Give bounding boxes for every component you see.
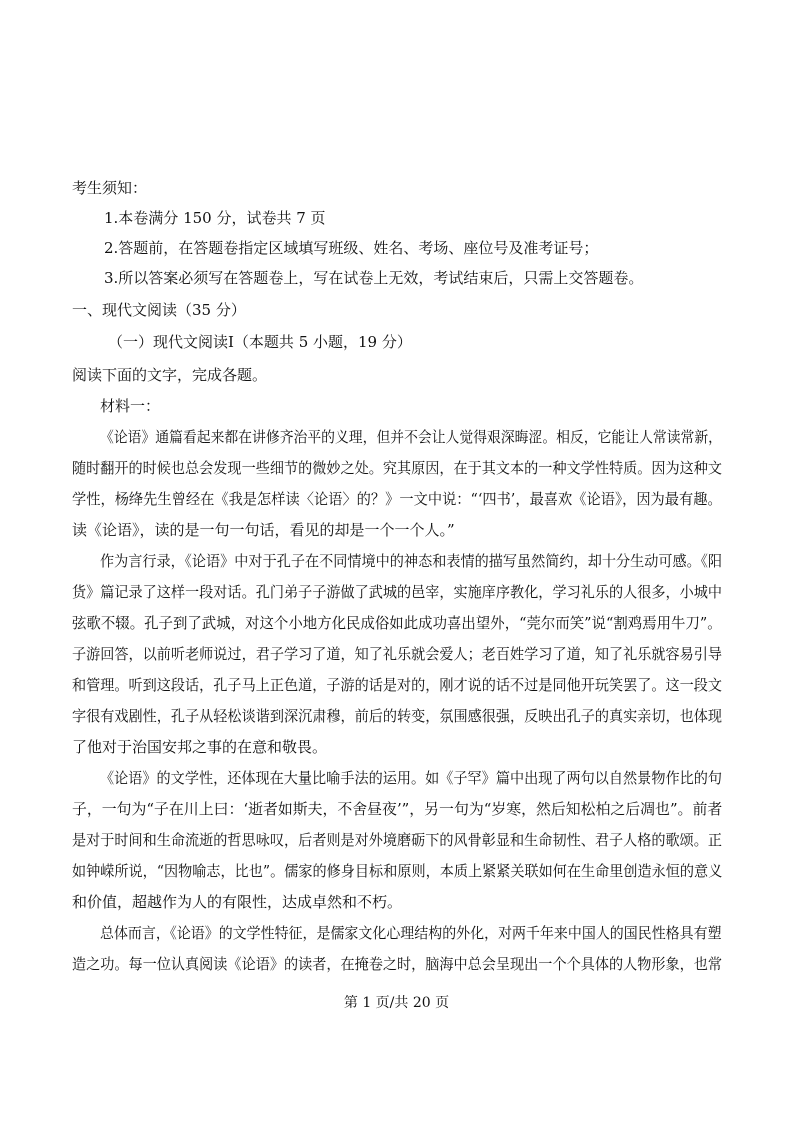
body-line: 和管理。听到这段话，孔子马上正色道，子游的话是对的，刚才说的话不过是同他开玩笑罢了。这一段文 <box>72 676 723 694</box>
body-line: 《论语》通篇看起来都在讲修齐治平的义理，但并不会让人觉得艰深晦涩。相反，它能让人常读常新， <box>100 428 723 446</box>
body-line: 读《论语》，读的是一句一句话，看见的却是一个一个人。” <box>72 521 455 539</box>
body-line: 如钟嵘所说，“因物喻志，比也”。儒家的修身目标和原则，本质上紧紧关联如何在生命里创造永恒的意义 <box>72 862 723 880</box>
body-line: 《论语》的文学性，还体现在大量比喻手法的运用。如《子罕》篇中出现了两句以自然景物作比的句 <box>100 769 723 787</box>
body-line: 货》篇记录了这样一段对话。孔门弟子子游做了武城的邑宰，实施庠序教化，学习礼乐的人很多，小城中 <box>72 583 723 601</box>
notice-item-3: 3.所以答案必须写在答题卷上，写在试卷上无效，考试结束后，只需上交答题卷。 <box>104 269 644 287</box>
notice-heading: 考生须知： <box>72 179 148 197</box>
instruction-text: 阅读下面的文字，完成各题。 <box>72 366 268 384</box>
notice-item-2: 2.答题前，在答题卷指定区域填写班级、姓名、考场、座位号及准考证号； <box>104 239 599 257</box>
body-line: 造之功。每一位认真阅读《论语》的读者，在掩卷之时，脑海中总会呈现出一个个具体的人物形象，也常 <box>72 955 723 973</box>
page-footer: 第 1 页/共 20 页 <box>343 995 450 1011</box>
body-line: 子，一句为“子在川上曰：‘逝者如斯夫，不舍昼夜’”，另一句为“岁寒，然后知松柏之后凋也”。前者 <box>72 800 723 818</box>
body-line: 是对于时间和生命流逝的哲思咏叹，后者则是对外境磨砺下的风骨彰显和生命韧性、君子人格的歌颂。正 <box>72 831 723 849</box>
body-line: 随时翻开的时候也总会发现一些细节的微妙之处。究其原因，在于其文本的一种文学性特质。因为这种文 <box>72 459 723 477</box>
body-line: 字很有戏剧性，孔子从轻松谈谐到深沉肃穆，前后的转变，氛围感很强，反映出孔子的真实亲切，也体现 <box>72 707 723 725</box>
body-line: 总体而言，《论语》的文学性特征，是儒家文化心理结构的外化，对两千年来中国人的国民性格具有塑 <box>100 924 722 942</box>
body-line: 学性，杨绛先生曾经在《我是怎样读〈论语〉的？》一文中说：“‘四书’，最喜欢《论语》，因为最有趣。 <box>72 490 722 508</box>
body-line: 作为言行录，《论语》中对于孔子在不同情境中的神态和表情的描写虽然简约，却十分生动可感。《阳 <box>100 552 723 570</box>
section-subtitle: （一）现代文阅读Ⅰ（本题共 5 小题，19 分） <box>108 333 412 351</box>
material-label: 材料一： <box>100 397 161 415</box>
body-line: 和价值，超越作为人的有限性，达成卓然和不朽。 <box>72 893 403 911</box>
body-line: 弦歌不辍。孔子到了武城，对这个小地方化民成俗如此成功喜出望外，“莞尔而笑”说“割鸡焉用牛刀”。 <box>72 614 722 632</box>
body-line: 了他对于治国安邦之事的在意和敬畏。 <box>72 738 328 756</box>
section-title: 一、现代文阅读（35 分） <box>72 301 246 319</box>
body-line: 子游回答，以前听老师说过，君子学习了道，知了礼乐就会爱人；老百姓学习了道，知了礼乐就容易引导 <box>72 645 723 663</box>
notice-item-1: 1.本卷满分 150 分，试卷共 7 页 <box>104 209 326 227</box>
